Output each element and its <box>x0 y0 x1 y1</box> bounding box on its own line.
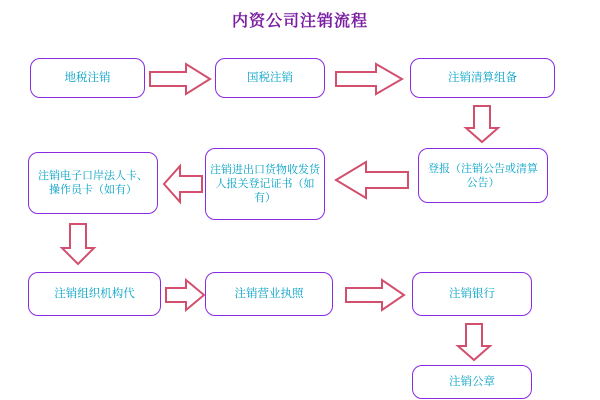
arrow-local-to-national-tax <box>148 62 212 96</box>
node-import-export-consignor-registration[interactable]: 注销进出口货物收发货人报关登记证书（如有） <box>205 148 325 220</box>
arrow-newspaper-to-import-export <box>334 160 410 200</box>
page-title: 内资公司注销流程 <box>231 13 368 30</box>
node-newspaper-announcement[interactable]: 登报（注销公告或清算公告） <box>418 148 548 203</box>
arrow-e-port-to-org-code <box>60 222 96 266</box>
node-bank-account-deregistration[interactable]: 注销银行 <box>412 272 532 316</box>
node-company-seal-deregistration[interactable]: 注销公章 <box>412 365 532 399</box>
node-national-tax-deregistration[interactable]: 国税注销 <box>215 58 325 98</box>
node-e-port-cards[interactable]: 注销电子口岸法人卡、操作员卡（如有） <box>28 152 158 214</box>
node-local-tax-deregistration[interactable]: 地税注销 <box>30 58 145 98</box>
arrow-org-code-to-business-license <box>164 278 206 312</box>
arrow-bank-to-company-seal <box>456 322 492 362</box>
arrow-business-license-to-bank <box>344 278 406 312</box>
node-liquidation-group-filing[interactable]: 注销清算组备 <box>410 58 555 98</box>
arrow-liquidation-group-to-newspaper <box>464 104 500 144</box>
node-org-code-deregistration[interactable]: 注销组织机构代 <box>28 272 161 316</box>
arrow-national-tax-to-liquidation-group <box>334 62 404 96</box>
node-business-license-deregistration[interactable]: 注销营业执照 <box>205 272 333 316</box>
arrow-import-export-to-e-port <box>162 164 204 204</box>
